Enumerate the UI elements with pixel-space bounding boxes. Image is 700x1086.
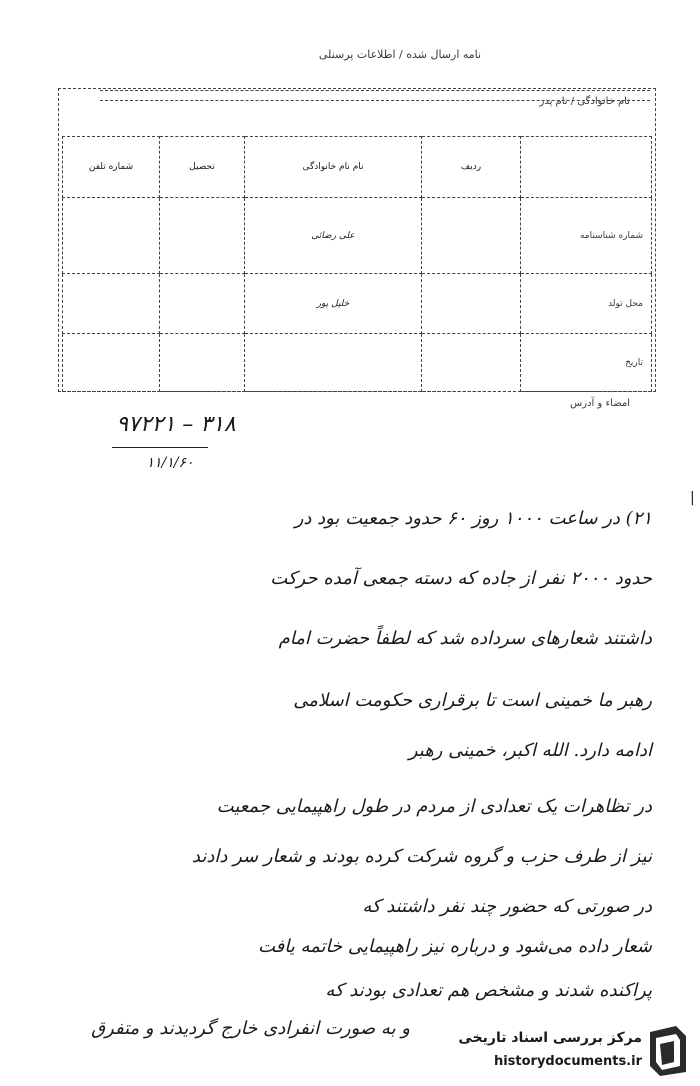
letter-line: و به صورت انفرادی خارج گردیدند و متفرق [91, 1018, 410, 1039]
table-cell [160, 198, 245, 274]
letter-line: حدود ۲۰۰۰ نفر از جاده که دسته جمعی آمده حرکت [270, 568, 652, 589]
letter-line: در صورتی که حضور چند نفر داشتند که [362, 896, 652, 917]
letter-line: ادامه دارد. الله اکبر، خمینی رهبر [408, 740, 652, 761]
table-row [63, 334, 652, 392]
name-cell: علی رضائی [245, 198, 422, 274]
table-cell [160, 334, 245, 392]
row-label: محل تولد [521, 274, 652, 334]
table-cell [63, 334, 160, 392]
table-cell [63, 274, 160, 334]
watermark-name: مرکز بررسی اسناد تاریخی [458, 1030, 642, 1046]
column-header-row: ردیف [422, 137, 521, 198]
personnel-form-table [62, 136, 652, 392]
table-cell [422, 274, 521, 334]
underline [112, 447, 208, 448]
document-number: ۹۷۲۲۱ – ۳۱۸ [116, 412, 236, 437]
letter-line: پراکنده شدند و مشخص هم تعدادی بودند که [325, 980, 652, 1001]
column-header-education: تحصیل [160, 137, 245, 198]
column-header-phone: شماره تلفن [63, 137, 160, 198]
table-cell [63, 198, 160, 274]
column-header-name: نام نام خانوادگی [245, 137, 422, 198]
document-date: ۱۱/۱/۶۰ [146, 455, 194, 471]
table-cell [422, 198, 521, 274]
letter-line: نیز از طرف حزب و گروه شرکت کرده بودند و شعار سر دادند [191, 846, 652, 867]
row-label: شماره شناسنامه [521, 198, 652, 274]
table-header-row [63, 137, 652, 198]
table-cell [160, 274, 245, 334]
row-label: تاریخ [521, 334, 652, 392]
table-row [63, 274, 652, 334]
letter-line: رهبر ما خمینی است تا برقراری حکومت اسلامی [293, 690, 652, 711]
letter-line: در تظاهرات یک تعدادی از مردم در طول راهپیمایی جمعیت [216, 796, 652, 817]
edge-mark: | [690, 490, 695, 506]
table-cell [422, 334, 521, 392]
table-cell [245, 334, 422, 392]
form-header: نامه ارسال شده / اطلاعات پرسنلی [318, 48, 482, 61]
name-cell: خلیل پور [245, 274, 422, 334]
table-row [63, 198, 652, 274]
letter-line: ۲۱) در ساعت ۱۰۰۰ روز ۶۰ حدود جمعیت بود در [294, 508, 652, 529]
form-footer-note: امضاء و آدرس [569, 398, 630, 409]
watermark-url: historydocuments.ir [493, 1054, 642, 1069]
letter-line: داشتند شعارهای سرداده شد که لطفاً حضرت امام [278, 628, 652, 649]
letter-line: شعار داده می‌شود و درباره نیز راهپیمایی خاتمه یافت [257, 936, 652, 957]
names-field: نام خانوادگی / نام پدر [539, 96, 630, 107]
archive-logo-icon [646, 1024, 690, 1078]
row-header-blank [521, 137, 652, 198]
